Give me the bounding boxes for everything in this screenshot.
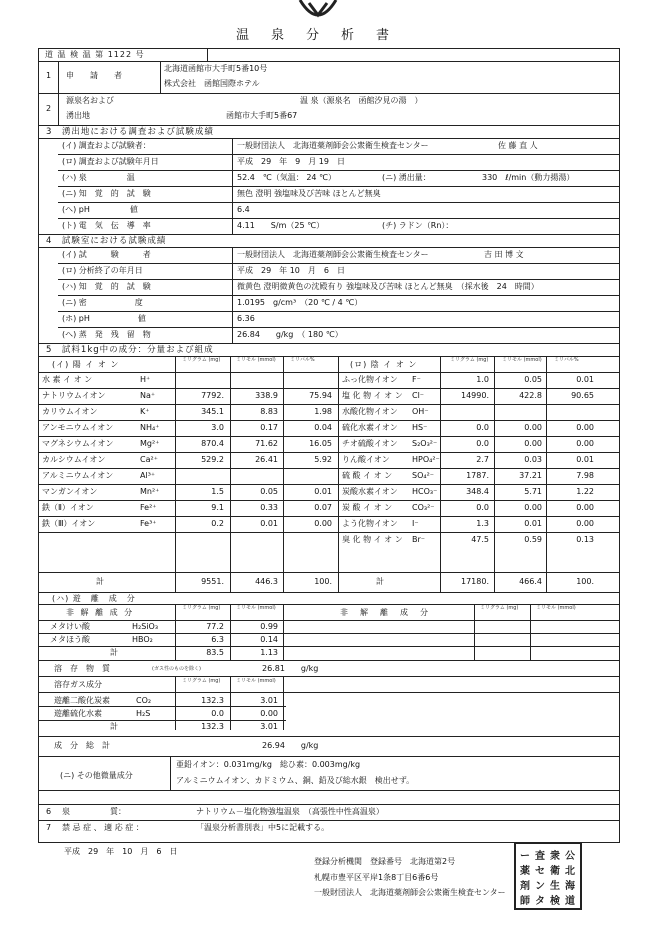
- cation-mval: 1.98: [314, 407, 332, 416]
- cation-symbol: Al³⁺: [140, 471, 156, 480]
- anion-mval: 90.65: [571, 391, 594, 400]
- cation-mmol: 0.05: [260, 487, 278, 496]
- gas-total-label: 計: [110, 722, 118, 731]
- anion-mg: 0.0: [476, 423, 489, 432]
- anion-mmol: 0.03: [524, 455, 542, 464]
- dissolved-value: 26.81 g/kg: [262, 664, 319, 673]
- anion-mval: 0.01: [576, 375, 594, 384]
- source-name: 温 泉（源泉名 函館汐見の湯 ）: [300, 96, 423, 105]
- page-title: 温泉分析書: [236, 28, 412, 43]
- seal-character: 剤: [520, 881, 530, 892]
- s2-no: 2: [46, 104, 52, 113]
- source-location: 函館市大手町5番67: [226, 111, 298, 120]
- seal-character: 検: [550, 896, 560, 907]
- grand-total-label: 成 分 総 計: [54, 741, 110, 750]
- seal-character: 衛: [550, 866, 560, 877]
- anion-symbol: CO₃²⁻: [412, 503, 435, 512]
- seal-character: セ: [535, 866, 545, 877]
- anion-symbol: Cl⁻: [412, 391, 425, 400]
- s4-sensory: 微黄色 澄明微黄色の沈殿有り 強塩味及び苦味 ほとんど無臭 （採水後 24 時間）: [237, 282, 539, 291]
- dissolved-note: (ガス性のものを除く): [152, 666, 201, 672]
- spring-type: ナトリウム－塩化物強塩温泉 （高張性中性高温泉）: [196, 807, 384, 816]
- applicant-label: 申 請 者: [66, 71, 126, 80]
- s1-no: 1: [46, 71, 52, 80]
- unit-mval-an: ミリバル%: [554, 357, 579, 363]
- source-location-label: 湧出地: [66, 111, 90, 120]
- seal-character: 薬: [520, 866, 530, 877]
- free-unit-mg-right: ミリグラム (mg): [480, 605, 519, 611]
- seal-character: ン: [535, 881, 545, 892]
- row-divider: [38, 484, 619, 485]
- free-unit-mg: ミリグラム (mg): [182, 605, 221, 611]
- seal-character: 査: [535, 851, 545, 862]
- indications: 「温泉分析書別表」中5に記載する。: [196, 823, 330, 832]
- anion-mmol: 0.05: [524, 375, 542, 384]
- applicant-address: 北海道函館市大手町5番10号: [164, 64, 268, 73]
- cation-mval: 16.05: [309, 439, 332, 448]
- anion-name: よう化物イオン: [342, 519, 398, 528]
- anion-total-mval: 100.: [576, 577, 594, 586]
- free-total-mg: 83.5: [206, 648, 224, 657]
- s3-radon-label: (チ) ラドン（Rn）：: [382, 221, 454, 230]
- cation-mmol: 0.17: [260, 423, 278, 432]
- free-unit-mmol: ミリモル (mmol): [236, 605, 276, 611]
- s3-temp: 52.4 ℃（気温： 24 ℃）: [237, 173, 337, 182]
- row-divider: [38, 436, 619, 437]
- nondiss-label-right: 非 解 離 成 分: [340, 608, 430, 617]
- cation-mg: 0.2: [211, 519, 224, 528]
- s3-header: 3 湧出地における調査および試験成績: [46, 127, 214, 137]
- s3-ph: 6.4: [237, 205, 250, 214]
- anion-symbol: HPO₄²⁻: [412, 455, 440, 464]
- cation-symbol: Ca²⁺: [140, 455, 158, 464]
- seal-character: ー: [520, 851, 530, 862]
- anion-mmol: 0.00: [524, 423, 542, 432]
- cation-title: (イ) 陽 イ オ ン: [52, 360, 120, 369]
- cation-total-label: 計: [96, 577, 104, 586]
- seal-character: 生: [550, 881, 560, 892]
- anion-symbol: S₂O₃²⁻: [412, 439, 438, 448]
- cation-mval: 0.01: [314, 487, 332, 496]
- s3-temp-label: (ハ) 泉 温: [62, 173, 135, 182]
- free-h2s-mmol: 0.00: [260, 709, 278, 718]
- anion-title: (ロ) 陰 イ オ ン: [350, 360, 418, 369]
- anion-mg: 1.3: [476, 519, 489, 528]
- cation-symbol: Mn²⁺: [140, 487, 160, 496]
- cation-mmol: 0.33: [260, 503, 278, 512]
- s3-flow-label: (ニ) 湧出量：: [382, 173, 431, 182]
- anion-total-mg: 17180.: [461, 577, 489, 586]
- unit-mg-an: ミリグラム (mg): [450, 357, 489, 363]
- s3-date: 平成 29 年 9 月 19 日: [237, 157, 345, 166]
- emblem-icon: [297, 0, 339, 24]
- anion-mg: 1.0: [476, 375, 489, 384]
- anion-name: チオ硫酸イオン: [342, 439, 398, 448]
- seal-character: タ: [535, 896, 545, 907]
- s3-examiner-person: 佐 藤 直 人: [498, 141, 538, 150]
- grand-total-value: 26.94 g/kg: [262, 741, 319, 750]
- anion-mmol: 0.00: [524, 503, 542, 512]
- cation-mmol: 71.62: [255, 439, 278, 448]
- s3-examiner: 一般財団法人 北海道薬剤師会公衆衛生検査センター: [237, 141, 429, 150]
- free-total-label: 計: [110, 648, 118, 657]
- cation-mg: 345.1: [201, 407, 224, 416]
- s4-examiner-label: (イ) 試 験 者: [62, 250, 151, 259]
- anion-mval: 1.22: [576, 487, 594, 496]
- anion-symbol: SO₄²⁻: [412, 471, 435, 480]
- s3-ph-label: (ヘ) pH 値: [62, 205, 138, 214]
- free-h2s-mg: 0.0: [211, 709, 224, 718]
- anion-name: 水酸化物イオン: [342, 407, 398, 416]
- anion-mval: 7.98: [576, 471, 594, 480]
- cation-symbol: NH₄⁺: [140, 423, 160, 432]
- cation-mg: 529.2: [201, 455, 224, 464]
- anion-name: 塩 化 物 イ オ ン: [342, 391, 403, 400]
- cation-mval: 75.94: [309, 391, 332, 400]
- anion-name: ふっ化物イオン: [342, 375, 398, 384]
- metaboric-mmol: 0.14: [260, 635, 278, 644]
- cation-mval: 0.04: [314, 423, 332, 432]
- free-components-header: (ハ) 遊 離 成 分: [52, 594, 136, 603]
- anion-symbol: OH⁻: [412, 407, 429, 416]
- cation-mg: 7792.: [201, 391, 224, 400]
- s4-date: 平成 29 年 10 月 6 日: [237, 266, 345, 275]
- cation-mg: 3.0: [211, 423, 224, 432]
- cation-symbol: Fe²⁺: [140, 503, 157, 512]
- cation-name: 鉄（Ⅲ）イオン: [42, 519, 96, 528]
- spring-type-label: 泉 質：: [62, 807, 126, 816]
- cation-mg: 9.1: [211, 503, 224, 512]
- cation-total-mmol: 446.3: [255, 577, 278, 586]
- gas-unit-mg: ミリグラム (mg): [182, 678, 221, 684]
- applicant-name: 株式会社 函館国際ホテル: [164, 79, 260, 88]
- cation-name: アンモニウムイオン: [42, 423, 114, 432]
- s4-date-label: (ロ) 分析終了の年月日: [62, 266, 143, 275]
- anion-mmol: 0.59: [524, 535, 542, 544]
- anion-mg: 0.0: [476, 439, 489, 448]
- s4-density-label: (ニ) 密 度: [62, 298, 143, 307]
- anion-mmol: 0.01: [524, 519, 542, 528]
- cation-name: アルミニウムイオン: [42, 471, 114, 480]
- anion-mg: 14990.: [461, 391, 489, 400]
- cation-mval: 0.07: [314, 503, 332, 512]
- cation-mmol: 338.9: [255, 391, 278, 400]
- metasilicic-sym: H₂SiO₃: [132, 622, 159, 631]
- footer-registration: 登録分析機関 登録番号 北海道第2号: [314, 857, 456, 866]
- cation-name: 鉄（Ⅱ）イオン: [42, 503, 94, 512]
- cation-name: マンガンイオン: [42, 487, 98, 496]
- cation-mmol: 8.83: [260, 407, 278, 416]
- s4-header: 4 試験室における試験成績: [46, 236, 167, 246]
- anion-mval: 0.00: [576, 439, 594, 448]
- seal-character: 海: [565, 881, 575, 892]
- cation-symbol: K⁺: [140, 407, 150, 416]
- seal-character: 北: [565, 866, 575, 877]
- anion-symbol: Br⁻: [412, 535, 425, 544]
- s3-sensory-label: (ニ) 知 覚 的 試 験: [62, 189, 151, 198]
- footer-organization: 一般財団法人 北海道薬剤師会公衆衛生検査センター: [314, 888, 506, 897]
- row-divider: [38, 516, 619, 517]
- row-divider: [38, 468, 619, 469]
- cation-mmol: 26.41: [255, 455, 278, 464]
- gas-total-mmol: 3.01: [260, 722, 278, 731]
- anion-name: りん酸イオン: [342, 455, 390, 464]
- s4-residue: 26.84 g/kg （ 180 ℃）: [237, 330, 343, 339]
- indications-label: 禁 忌 症 、 適 応 症 ：: [62, 823, 144, 832]
- cation-mmol: 0.01: [260, 519, 278, 528]
- minor-line-2: アルミニウムイオン、カドミウム、銅、鉛及び総水銀 検出せず。: [176, 776, 415, 785]
- anion-mval: 0.00: [576, 503, 594, 512]
- s4-examiner: 一般財団法人 北海道薬剤師会公衆衛生検査センター: [237, 250, 429, 259]
- cation-symbol: Na⁺: [140, 391, 156, 400]
- free-co2-name: 遊離二酸化炭素: [54, 696, 110, 705]
- s3-flow: 330 ℓ/min（動力揚湯）: [482, 173, 575, 182]
- row-divider: [38, 420, 619, 421]
- free-h2s-name: 遊離硫化水素: [54, 709, 102, 718]
- anion-mg: 1787.: [466, 471, 489, 480]
- s3-date-label: (ロ) 調査および試験年月日: [62, 157, 159, 166]
- s4-examiner-person: 吉 田 博 文: [484, 250, 524, 259]
- footer-date: 平成 29 年 10 月 6 日: [64, 847, 178, 856]
- cation-symbol: Mg²⁺: [140, 439, 160, 448]
- unit-mmol-cat: ミリモル (mmol): [236, 357, 276, 363]
- anion-mmol: 37.21: [519, 471, 542, 480]
- unit-mg-cat: ミリグラム (mg): [182, 357, 221, 363]
- anion-name: 硫化水素イオン: [342, 423, 398, 432]
- s3-sensory: 無色 澄明 強塩味及び苦味 ほとんど無臭: [237, 189, 381, 198]
- minor-label: (ニ) その他微量成分: [60, 771, 133, 780]
- cation-name: 水 素 イ オ ン: [42, 375, 93, 384]
- metasilicic-mmol: 0.99: [260, 622, 278, 631]
- anion-mg: 348.4: [466, 487, 489, 496]
- minor-line-1: 亜鉛イオン：0.031mg/kg 総ひ素：0.003mg/kg: [176, 760, 361, 769]
- nondiss-label: 非 解 離 成 分: [66, 608, 135, 617]
- cation-mg: 1.5: [211, 487, 224, 496]
- cation-symbol: Fe³⁺: [140, 519, 157, 528]
- anion-symbol: HCO₃⁻: [412, 487, 438, 496]
- metasilicic-name: メタけい酸: [50, 622, 90, 631]
- cation-name: カルシウムイオン: [42, 455, 106, 464]
- gas-unit-mmol: ミリモル (mmol): [236, 678, 276, 684]
- cation-total-mg: 9551.: [201, 577, 224, 586]
- dissolved-label: 溶 存 物 質: [54, 664, 110, 673]
- cation-mg: 870.4: [201, 439, 224, 448]
- seal-character: 衆: [550, 851, 560, 862]
- gas-label: 溶存ガス成分: [54, 680, 102, 689]
- anion-mval: 0.00: [576, 423, 594, 432]
- anion-name: 炭 酸 イ オ ン: [342, 503, 393, 512]
- s3-conductivity: 4.11 S/m（25 ℃）: [237, 221, 325, 230]
- form-number: 道 温 検 温 第 1122 号: [45, 50, 145, 59]
- unit-mval-cat: ミリバル%: [290, 357, 315, 363]
- cation-mval: 0.00: [314, 519, 332, 528]
- anion-total-mmol: 466.4: [519, 577, 542, 586]
- s5-header: 5 試料1kg中の成分：分量および組成: [46, 345, 214, 355]
- metaboric-mg: 6.3: [211, 635, 224, 644]
- s4-sensory-label: (ハ) 知 覚 的 試 験: [62, 282, 151, 291]
- anion-name: 臭 化 物 イ オ ン: [342, 535, 403, 544]
- official-seal: [514, 842, 582, 910]
- s4-residue-label: (ヘ) 蒸 発 残 留 物: [62, 330, 151, 339]
- anion-symbol: HS⁻: [412, 423, 428, 432]
- row-divider: [38, 388, 619, 389]
- anion-mval: 0.00: [576, 519, 594, 528]
- cation-name: ナトリウムイオン: [42, 391, 106, 400]
- anion-mg: 47.5: [471, 535, 489, 544]
- metaboric-name: メタほう酸: [50, 635, 90, 644]
- metasilicic-mg: 77.2: [206, 622, 224, 631]
- s3-examiner-label: (イ) 調査および試験者：: [62, 141, 151, 150]
- anion-name: 炭酸水素イオン: [342, 487, 398, 496]
- anion-mval: 0.01: [576, 455, 594, 464]
- s4-ph: 6.36: [237, 314, 255, 323]
- seal-character: 師: [520, 896, 530, 907]
- anion-mg: 2.7: [476, 455, 489, 464]
- anion-symbol: F⁻: [412, 375, 421, 384]
- anion-mg: 0.0: [476, 503, 489, 512]
- cation-total-mval: 100.: [314, 577, 332, 586]
- free-co2-mmol: 3.01: [260, 696, 278, 705]
- s3-conductivity-label: (ト) 電 気 伝 導 率: [62, 221, 151, 230]
- footer-address: 札幌市豊平区平岸1条8丁目6番6号: [314, 873, 439, 882]
- s6-no: 6: [46, 807, 52, 816]
- free-co2-sym: CO₂: [136, 696, 152, 705]
- anion-mmol: 5.71: [524, 487, 542, 496]
- cation-name: カリウムイオン: [42, 407, 98, 416]
- cation-mval: 5.92: [314, 455, 332, 464]
- row-divider: [38, 532, 619, 533]
- cation-name: マグネシウムイオン: [42, 439, 114, 448]
- seal-character: 道: [565, 896, 575, 907]
- seal-character: 公: [565, 851, 575, 862]
- cation-symbol: H⁺: [140, 375, 151, 384]
- anion-mmol: 422.8: [519, 391, 542, 400]
- row-divider: [38, 452, 619, 453]
- s4-ph-label: (ホ) pH 値: [62, 314, 146, 323]
- anion-symbol: I⁻: [412, 519, 419, 528]
- free-unit-mmol-right: ミリモル (mmol): [536, 605, 576, 611]
- s4-density: 1.0195 g/cm³ （20 ℃ / 4 ℃）: [237, 298, 363, 307]
- anion-name: 硫 酸 イ オ ン: [342, 471, 393, 480]
- metaboric-sym: HBO₂: [132, 635, 153, 644]
- anion-mmol: 0.00: [524, 439, 542, 448]
- s7-no: 7: [46, 823, 52, 832]
- anion-mval: 0.13: [576, 535, 594, 544]
- row-divider: [38, 500, 619, 501]
- anion-total-label: 計: [376, 577, 384, 586]
- free-total-mmol: 1.13: [260, 648, 278, 657]
- source-name-label: 源泉名および: [66, 96, 114, 105]
- gas-total-mg: 132.3: [201, 722, 224, 731]
- unit-mmol-an: ミリモル (mmol): [502, 357, 542, 363]
- free-h2s-sym: H₂S: [136, 709, 151, 718]
- free-co2-mg: 132.3: [201, 696, 224, 705]
- row-divider: [38, 404, 619, 405]
